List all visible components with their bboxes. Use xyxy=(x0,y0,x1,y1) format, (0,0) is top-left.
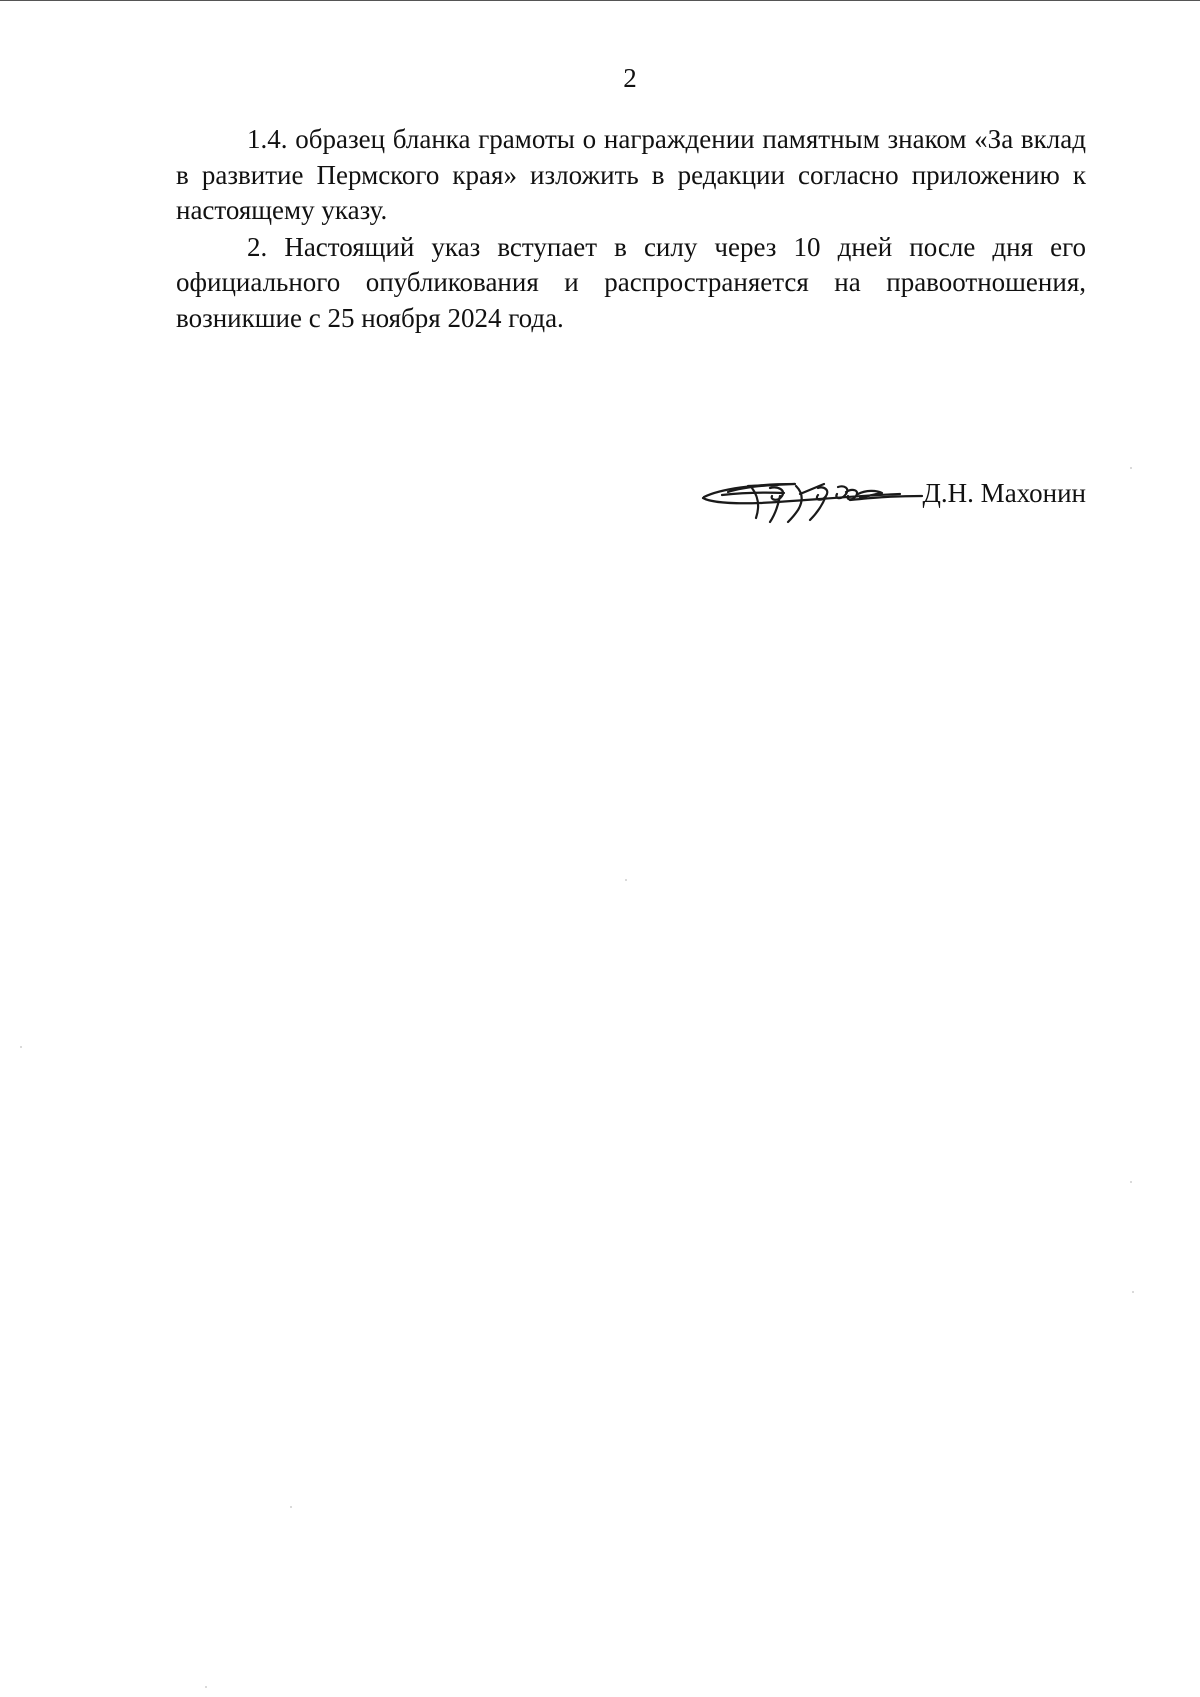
scan-speck xyxy=(20,1046,22,1048)
scan-speck xyxy=(290,1506,292,1508)
handwritten-signature xyxy=(700,466,925,526)
page-number: 2 xyxy=(623,63,637,93)
scan-speck xyxy=(1132,1291,1134,1293)
paragraph-1-4: 1.4. образец бланка грамоты о награждении памятным знаком «За вклад в развитие Пермского края» изложить в редакции согласно приложению к настоящему указу. xyxy=(176,124,1086,225)
signer-name: Д.Н. Махонин xyxy=(922,478,1086,508)
scan-speck xyxy=(205,1686,207,1688)
signature-block xyxy=(700,466,1086,526)
document-body xyxy=(176,122,1086,336)
scan-speck xyxy=(1130,467,1132,469)
scan-speck xyxy=(625,879,627,881)
paragraph-2: 2. Настоящий указ вступает в силу через 10 дней после дня его официального опубликования и распространяется на правоотношения, возникшие с 25 ноября 2024 года. xyxy=(176,231,1086,333)
scan-speck xyxy=(1130,1181,1132,1183)
